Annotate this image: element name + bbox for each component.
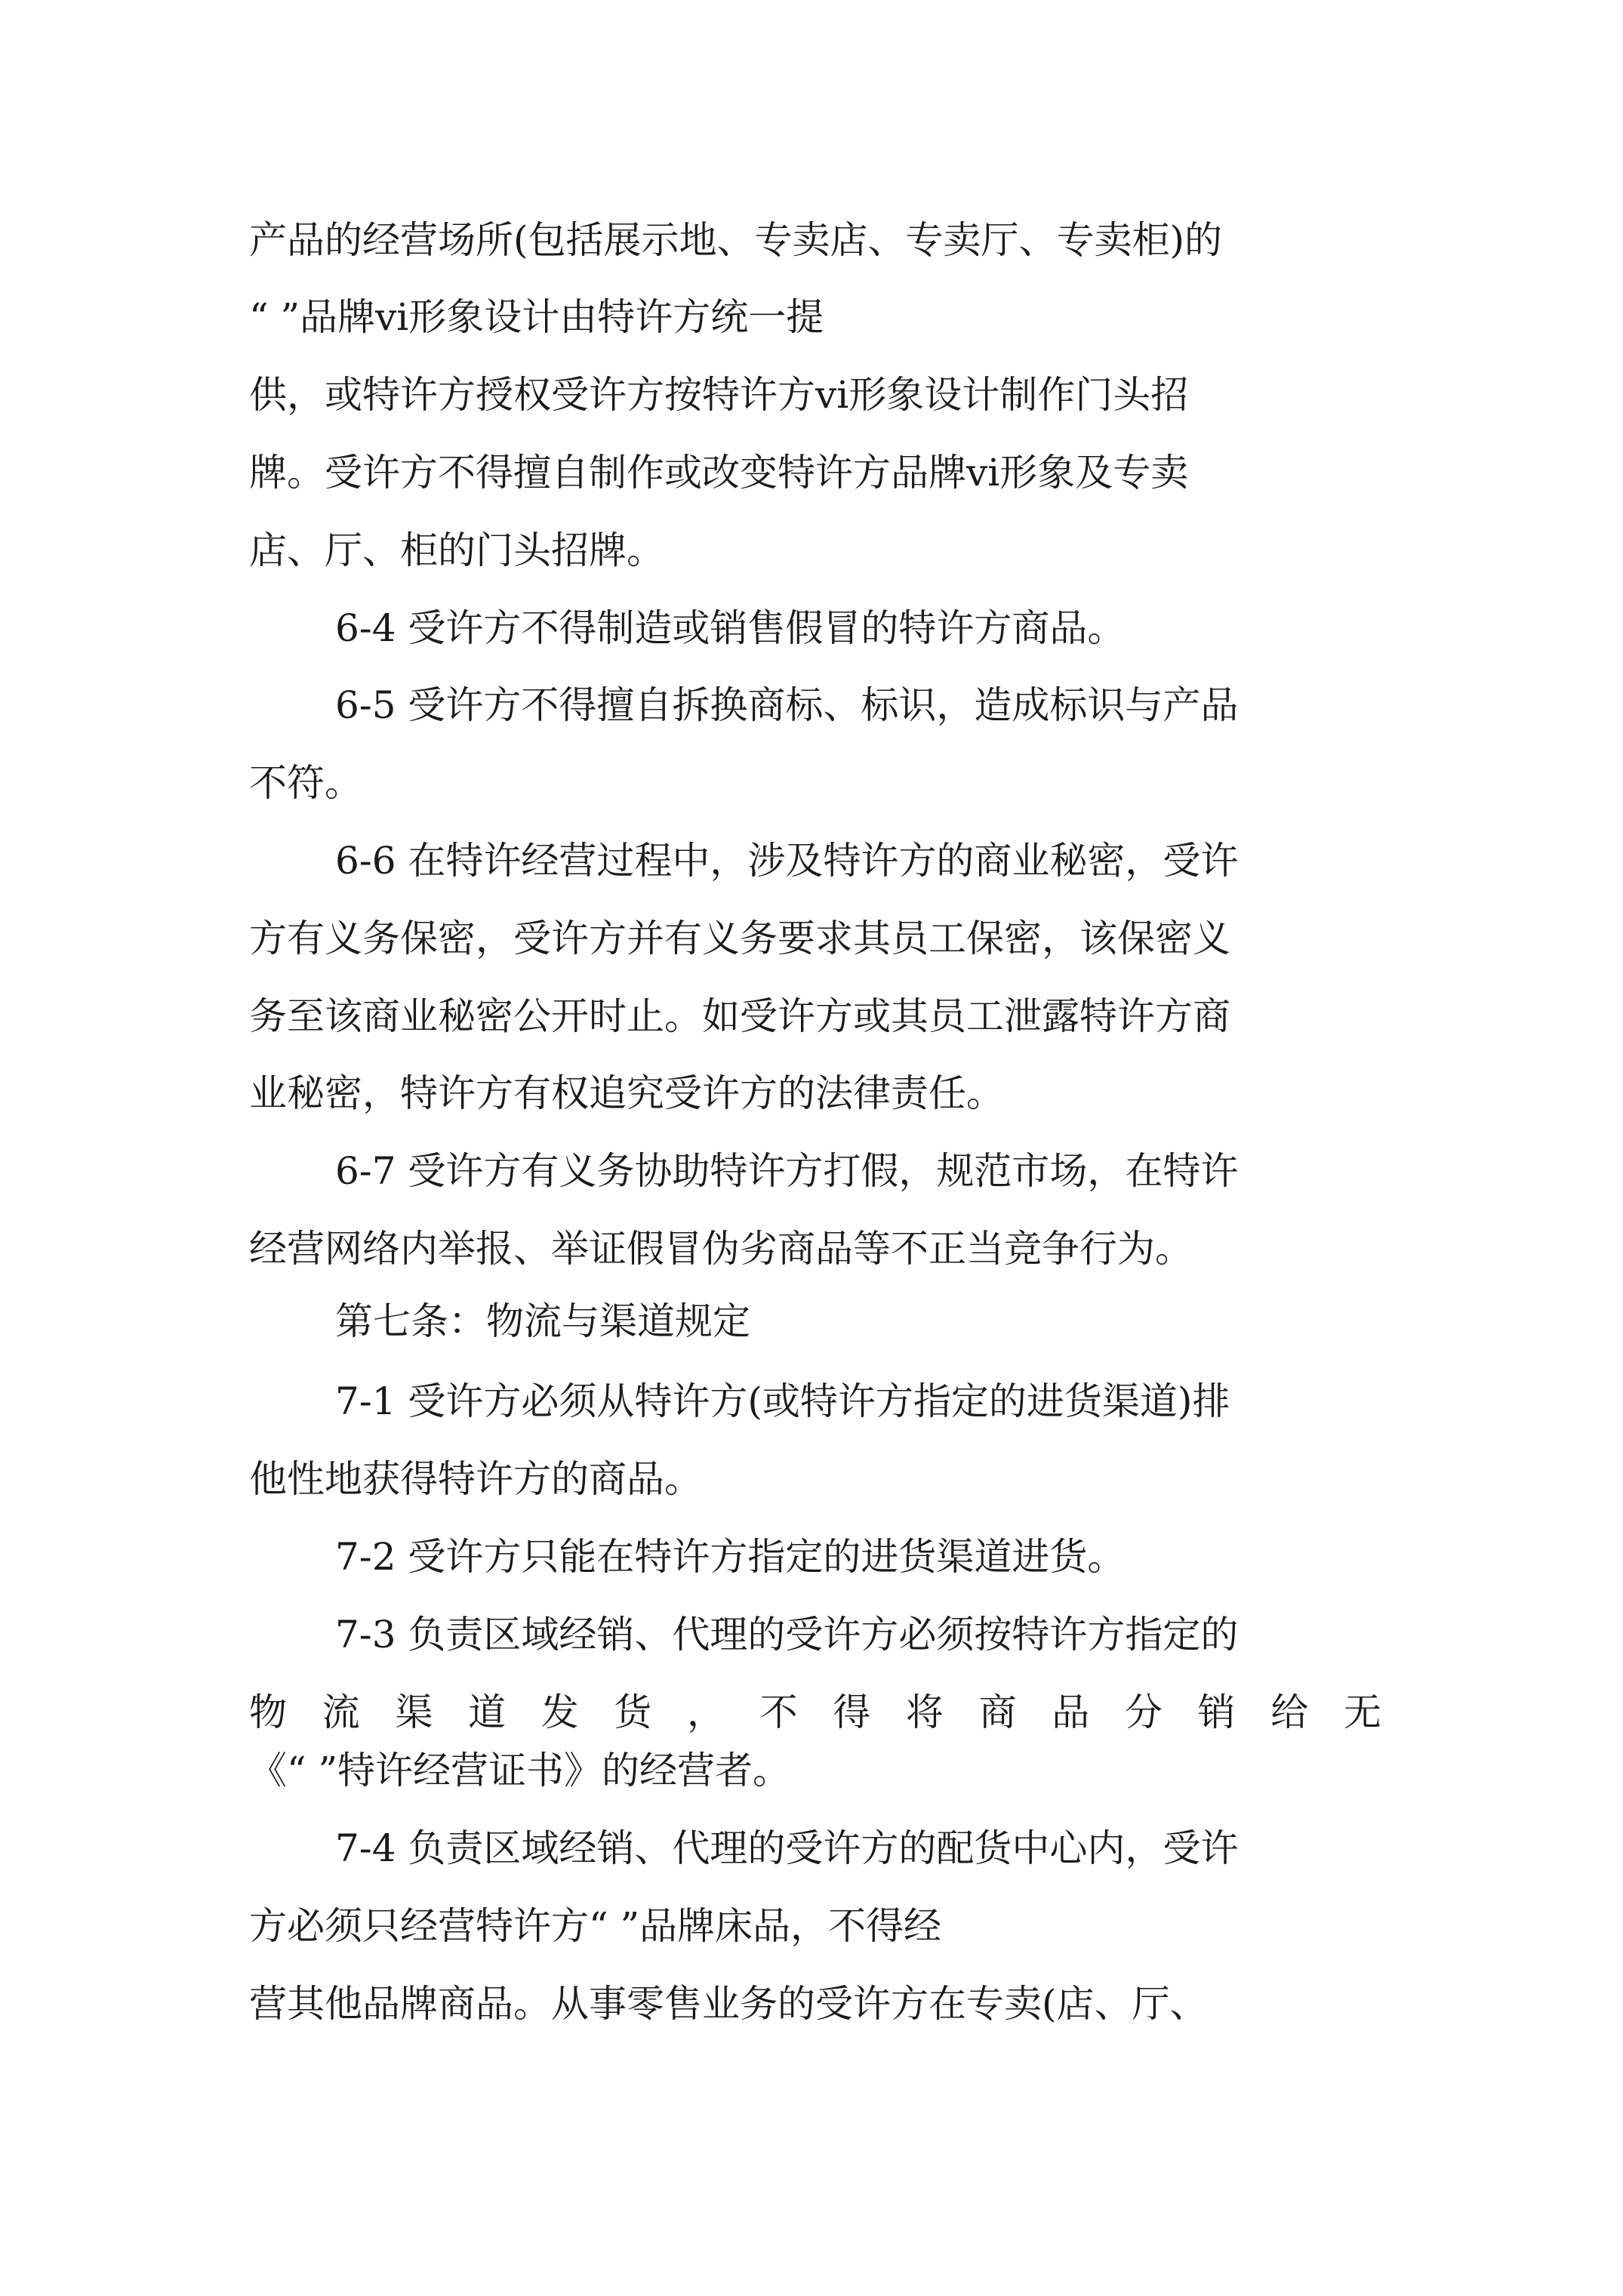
text-line-23: 方必须只经营特许方“ ”品牌床品，不得经 [249, 1904, 942, 1948]
text-line-24: 营其他品牌商品。从事零售业务的受许方在专卖(店、厅、 [249, 1982, 1208, 2026]
justified-char: 商 [978, 1690, 1017, 1734]
justified-char: 渠 [395, 1690, 433, 1734]
text-line-17: 他性地获得特许方的商品。 [249, 1457, 702, 1501]
text-line-11: 务至该商业秘密公开时止。如受许方或其员工泄露特许方商 [249, 994, 1230, 1038]
justified-char: 得 [833, 1690, 871, 1734]
justified-char: 将 [905, 1690, 944, 1734]
text-line-5: 店、厅、柜的门头招牌。 [249, 529, 664, 572]
justified-char: 发 [540, 1690, 579, 1734]
text-line-14: 经营网络内举报、举证假冒伪劣商品等不正当竞争行为。 [249, 1227, 1193, 1271]
text-line-3: 供，或特许方授权受许方按特许方vi形象设计制作门头招 [249, 373, 1189, 417]
justified-char: 不 [759, 1690, 798, 1734]
justified-char: ， [686, 1690, 725, 1734]
text-line-22: 7-4 负责区域经销、代理的受许方的配货中心内，受许 [335, 1826, 1239, 1870]
justified-line [249, 1688, 1381, 1737]
text-line-12: 业秘密，特许方有权追究受许方的法律责任。 [249, 1071, 1004, 1115]
text-line-7: 6-5 受许方不得擅自拆换商标、标识，造成标识与产品 [335, 683, 1239, 727]
justified-char: 货 [614, 1690, 652, 1734]
text-line-21: 《“ ”特许经营证书》的经营者。 [249, 1749, 791, 1792]
justified-char: 品 [1052, 1690, 1090, 1734]
text-line-8: 不符。 [249, 761, 362, 805]
justified-char: 销 [1197, 1690, 1236, 1734]
section-heading: 第七条：物流与渠道规定 [335, 1299, 750, 1343]
text-line-18: 7-2 受许方只能在特许方指定的进货渠道进货。 [335, 1535, 1126, 1579]
justified-char: 流 [322, 1690, 360, 1734]
justified-char: 道 [467, 1690, 506, 1734]
justified-char: 无 [1343, 1690, 1381, 1734]
text-line-6: 6-4 受许方不得制造或销售假冒的特许方商品。 [335, 606, 1126, 650]
text-line-13: 6-7 受许方有义务协助特许方打假，规范市场，在特许 [335, 1149, 1239, 1193]
text-line-2: “ ”品牌vi形象设计由特许方统一提 [249, 295, 824, 339]
text-line-19: 7-3 负责区域经销、代理的受许方必须按特许方指定的 [335, 1613, 1239, 1657]
text-line-4: 牌。受许方不得擅自制作或改变特许方品牌vi形象及专卖 [249, 451, 1189, 495]
text-line-9: 6-6 在特许经营过程中，涉及特许方的商业秘密，受许 [335, 839, 1239, 883]
justified-char: 分 [1124, 1690, 1163, 1734]
text-line-1: 产品的经营场所(包括展示地、专卖店、专卖厅、专卖柜)的 [249, 218, 1223, 262]
justified-char: 给 [1270, 1690, 1309, 1734]
text-line-16: 7-1 受许方必须从特许方(或特许方指定的进货渠道)排 [335, 1379, 1230, 1423]
text-line-10: 方有义务保密，受许方并有义务要求其员工保密，该保密义 [249, 917, 1230, 960]
justified-char: 物 [249, 1690, 287, 1734]
